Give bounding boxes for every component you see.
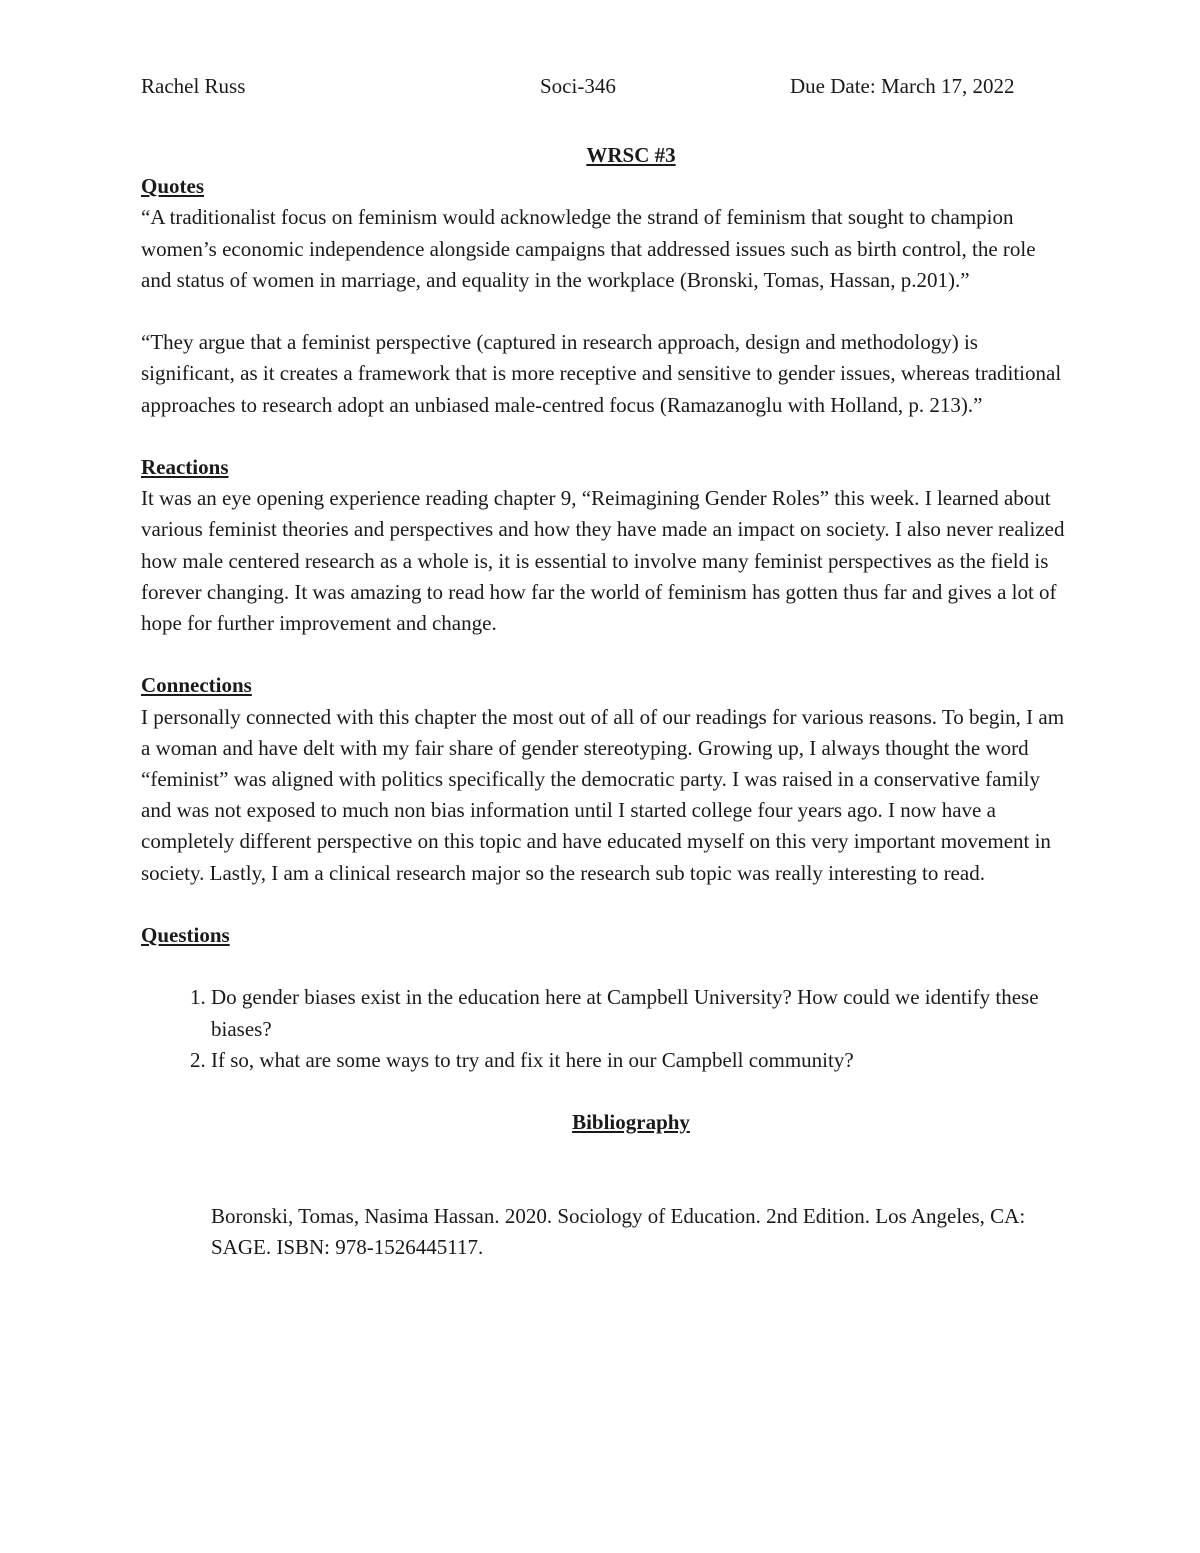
connections-text: I personally connected with this chapter the most out of all of our readings for various reasons. To begin, I am a woman and have delt with my fair share of gender stereotyping. Growing up, I always thought the word “feminist” was aligned with politics specifically the democratic party. I was raised in a conservative family and was not exposed to much non bias information until I started college four years ago. I now have a completely different perspective on this topic and have educated myself on this very important movement in society. Lastly, I am a clinical research major so the research sub topic was really interesting to read. bbox=[141, 704, 1065, 885]
header-due-date: Due Date: March 17, 2022 bbox=[790, 74, 1015, 98]
spacer bbox=[141, 421, 1071, 452]
connections-heading: Connections bbox=[141, 673, 252, 698]
question-item-1: 1. Do gender biases exist in the education here at Campbell University? How could we identify these biases? bbox=[211, 982, 1071, 1044]
questions-list bbox=[141, 982, 1071, 1076]
reactions-heading: Reactions bbox=[141, 455, 229, 479]
spacer bbox=[141, 1170, 1071, 1201]
bibliography-heading: Bibliography bbox=[572, 1110, 690, 1135]
question-item-2: 2. If so, what are some ways to try and fix it here in our Campbell community? bbox=[211, 1045, 1071, 1076]
quote-2: “They argue that a feminist perspective (captured in research approach, design and methodology) is significant, as it creates a framework that is more receptive and sensitive to gender issues, whereas traditional approaches to research adopt an unbiased male-centred focus (Ramazanoglu with Holland, p. 213).” bbox=[141, 330, 1062, 417]
bibliography-citation: Boronski, Tomas, Nasima Hassan. 2020. Sociology of Education. 2nd Edition. Los Angeles, CA: SAGE. ISBN: 978-1526445117. bbox=[211, 1203, 1026, 1259]
spacer bbox=[141, 889, 1071, 920]
spacer bbox=[141, 951, 1071, 982]
document-body bbox=[141, 140, 1071, 1263]
document-title: WRSC #3 bbox=[586, 143, 676, 167]
questions-heading: Questions bbox=[141, 923, 230, 948]
spacer bbox=[141, 296, 1071, 327]
spacer bbox=[141, 639, 1071, 670]
quotes-heading: Quotes bbox=[141, 174, 204, 199]
reactions-text: It was an eye opening experience reading chapter 9, “Reimagining Gender Roles” this week. I learned about various feminist theories and perspectives and how they have made an impact on society. I also never realized how male centered research as a whole is, it is essential to involve many feminist perspectives as the field is forever changing. It was amazing to read how far the world of feminism has gotten thus far and gives a lot of hope for further improvement and change. bbox=[141, 486, 1065, 636]
quote-1: “A traditionalist focus on feminism would acknowledge the strand of feminism that sought to champion women’s economic independence alongside campaigns that addressed issues such as birth control, the role and status of women in marriage, and equality in the workplace (Bronski, Tomas, Hassan, p.201).” bbox=[141, 205, 1036, 292]
header-author-name: Rachel Russ bbox=[141, 74, 246, 98]
spacer bbox=[141, 1138, 1071, 1169]
spacer bbox=[141, 1076, 1071, 1107]
header-course-code: Soci-346 bbox=[540, 74, 616, 98]
